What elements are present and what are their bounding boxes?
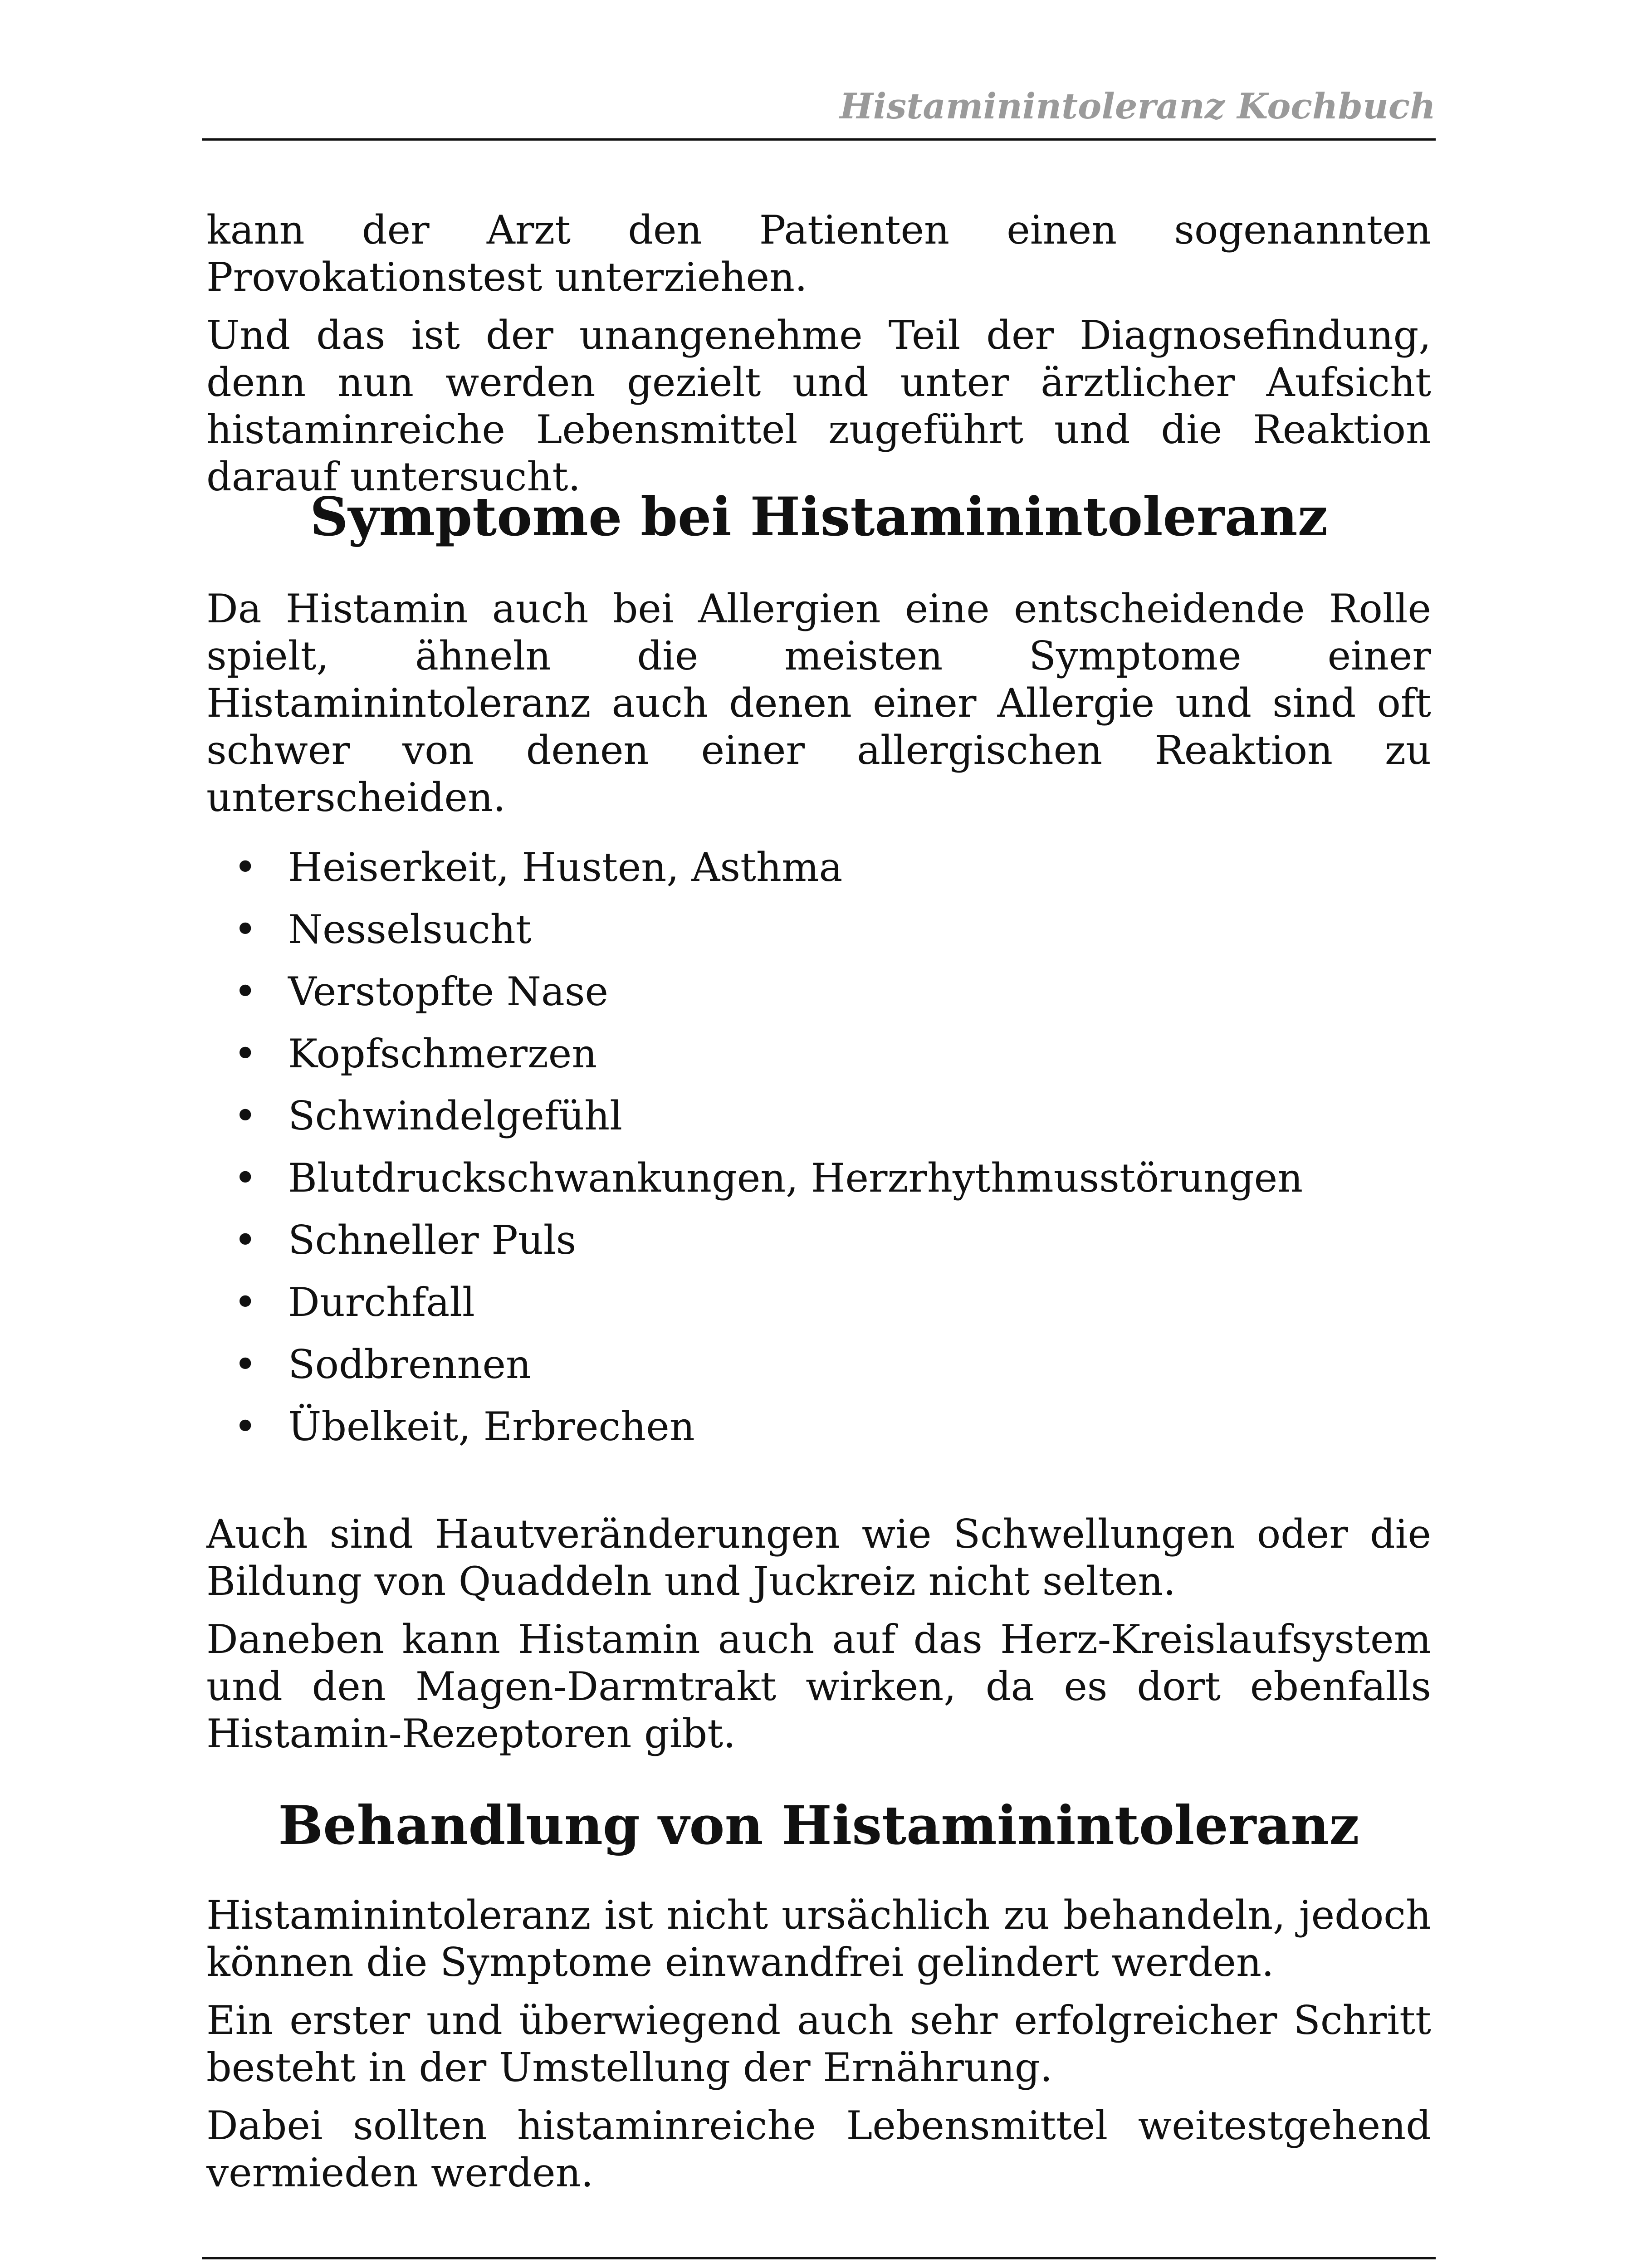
symptom-label: Kopfschmerzen (288, 1031, 597, 1077)
bullet-icon: • (234, 968, 257, 1015)
bullet-icon: • (234, 906, 257, 953)
header-rule (202, 138, 1436, 141)
bullet-icon: • (234, 1341, 257, 1388)
symptom-label: Schwindelgefühl (288, 1093, 622, 1139)
footer-rule (202, 2257, 1436, 2259)
intro-paragraph-2: Und das ist der unangenehme Teil der Diagnosefindung, denn nun werden gezielt und unter ärztlicher Aufsicht histaminreiche Lebensmittel zugeführt und die Reaktion darauf untersucht. (206, 312, 1431, 500)
intro-text (206, 206, 1431, 500)
behandlung-paragraph-2: Ein erster und überwiegend auch sehr erfolgreicher Schritt besteht in der Umstellung der Ernährung. (206, 1997, 1431, 2091)
symptom-list (206, 844, 1431, 1465)
symptom-list-item (206, 1341, 1431, 1403)
symptome-paragraph-2: Auch sind Hautveränderungen wie Schwellungen oder die Bildung von Quaddeln und Juckreiz nicht selten. (206, 1511, 1431, 1604)
symptom-list-item (206, 906, 1431, 968)
running-header: Histaminintoleranz Kochbuch (840, 86, 1436, 127)
behandlung-paragraph-1: Histaminintoleranz ist nicht ursächlich zu behandeln, jedoch können die Symptome einwandfrei gelindert werden. (206, 1892, 1431, 1985)
section-symptome-heading-wrap (206, 485, 1431, 548)
symptom-label: Durchfall (288, 1279, 475, 1325)
symptome-paragraph-1: Da Histamin auch bei Allergien eine entscheidende Rolle spielt, ähneln die meisten Symptome einer Histaminintoleranz auch denen einer Allergie und sind oft schwer von denen einer allergischen Reaktion zu unterscheiden. (206, 586, 1431, 821)
symptom-list-item (206, 1279, 1431, 1341)
bullet-icon: • (234, 1217, 257, 1263)
symptome-intro (206, 585, 1431, 821)
symptome-followup (206, 1510, 1431, 1757)
symptom-list-item (206, 1092, 1431, 1154)
symptom-list-item (206, 1154, 1431, 1217)
symptom-label: Nesselsucht (288, 906, 532, 953)
bullet-icon: • (234, 1155, 257, 1201)
symptom-label: Verstopfte Nase (288, 968, 609, 1015)
symptom-label: Übelkeit, Erbrechen (288, 1403, 695, 1450)
symptom-list-item (206, 1030, 1431, 1092)
symptom-label: Heiserkeit, Husten, Asthma (288, 844, 843, 890)
bullet-icon: • (234, 844, 257, 890)
section-behandlung-heading-wrap (206, 1796, 1431, 1855)
bullet-icon: • (234, 1093, 257, 1139)
symptom-label: Schneller Puls (288, 1217, 577, 1263)
symptom-label: Sodbrennen (288, 1341, 532, 1388)
symptom-list-item (206, 1217, 1431, 1279)
bullet-icon: • (234, 1031, 257, 1077)
symptome-paragraph-3: Daneben kann Histamin auch auf das Herz-Kreislaufsystem und den Magen-Darmtrakt wirken, da es dort ebenfalls Histamin-Rezeptoren gibt. (206, 1616, 1431, 1757)
symptom-list-item (206, 844, 1431, 906)
behandlung-text (206, 1892, 1431, 2196)
section-heading: Behandlung von Histaminintoleranz (278, 1794, 1359, 1857)
section-heading: Symptome bei Histaminintoleranz (309, 485, 1328, 548)
intro-paragraph-1: kann der Arzt den Patienten einen sogenannten Provokationstest unterziehen. (206, 207, 1431, 300)
symptom-label: Blutdruckschwankungen, Herzrhythmusstörungen (288, 1155, 1303, 1201)
symptom-list-item (206, 1403, 1431, 1465)
behandlung-paragraph-3: Dabei sollten histaminreiche Lebensmittel weitestgehend vermieden werden. (206, 2102, 1431, 2196)
symptom-list-item (206, 968, 1431, 1030)
bullet-icon: • (234, 1279, 257, 1325)
bullet-icon: • (234, 1403, 257, 1450)
